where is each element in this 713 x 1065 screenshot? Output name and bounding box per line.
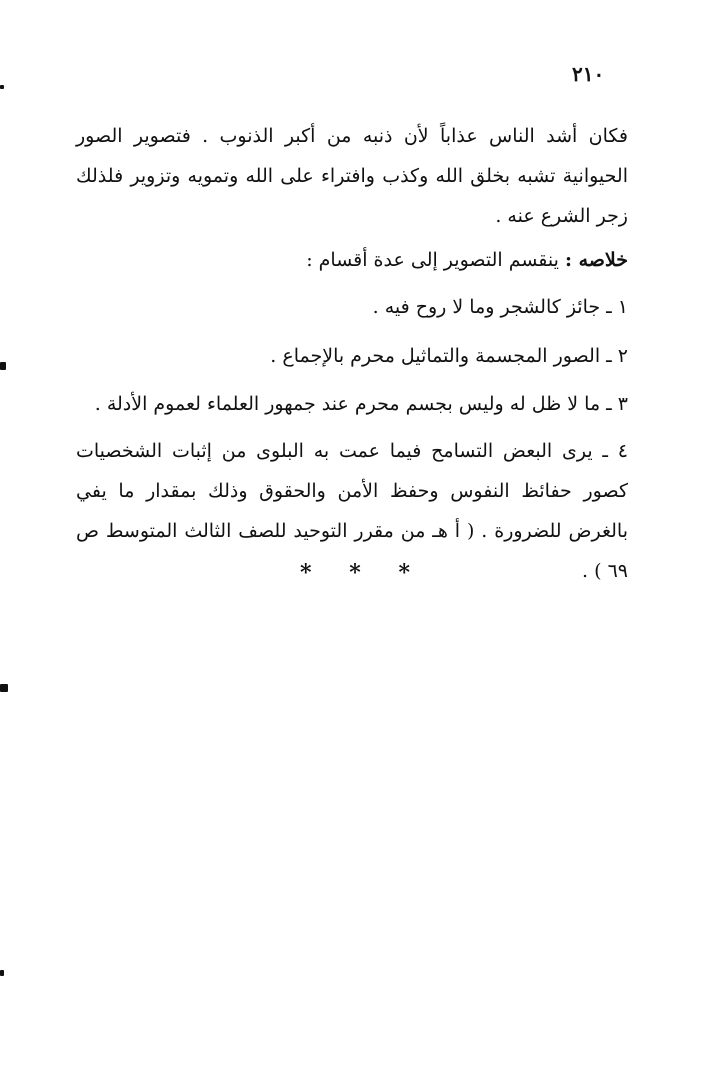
separator-star: *	[300, 560, 312, 586]
separator-star: *	[349, 560, 361, 586]
list-item-3: ٣ ـ ما لا ظل له وليس بجسم محرم عند جمهور العلماء لعموم الأدلة .	[94, 393, 628, 415]
separator-star: *	[398, 560, 410, 586]
summary-paragraph	[76, 240, 628, 280]
intro-paragraph: فكان أشد الناس عذاباً لأن ذنبه من أكبر الذنوب . فتصوير الصور الحيوانية تشبه بخلق الله وكذب وافتراء على الله وتمويه وتزوير فلذلك زجر الشرع عنه .	[76, 125, 628, 227]
list-item-1: ١ ـ جائز كالشجر وما لا روح فيه .	[372, 296, 628, 318]
summary-text: ينقسم التصوير إلى عدة أقسام :	[306, 249, 565, 271]
scan-edge-mark	[0, 362, 6, 370]
page-number: ٢١٠	[572, 62, 605, 86]
summary-label: خلاصه :	[564, 249, 628, 271]
scan-edge-mark	[0, 85, 4, 89]
list-item-4: ٤ ـ يرى البعض التسامح فيما عمت به البلوى من إثبات الشخصيات كصور حفائظ النفوس وحفظ الأمن والحقوق وذلك بمقدار ما يفي بالغرض للضرورة . ( أ هـ من مقرر التوحيد للصف الثالث المتوسط ص ٦٩ ) .	[76, 440, 628, 582]
list-item-2: ٢ ـ الصور المجسمة والتماثيل محرم بالإجماع .	[270, 345, 628, 367]
section-separator	[300, 560, 410, 586]
scan-edge-mark	[0, 684, 8, 692]
scan-edge-mark	[0, 970, 4, 976]
